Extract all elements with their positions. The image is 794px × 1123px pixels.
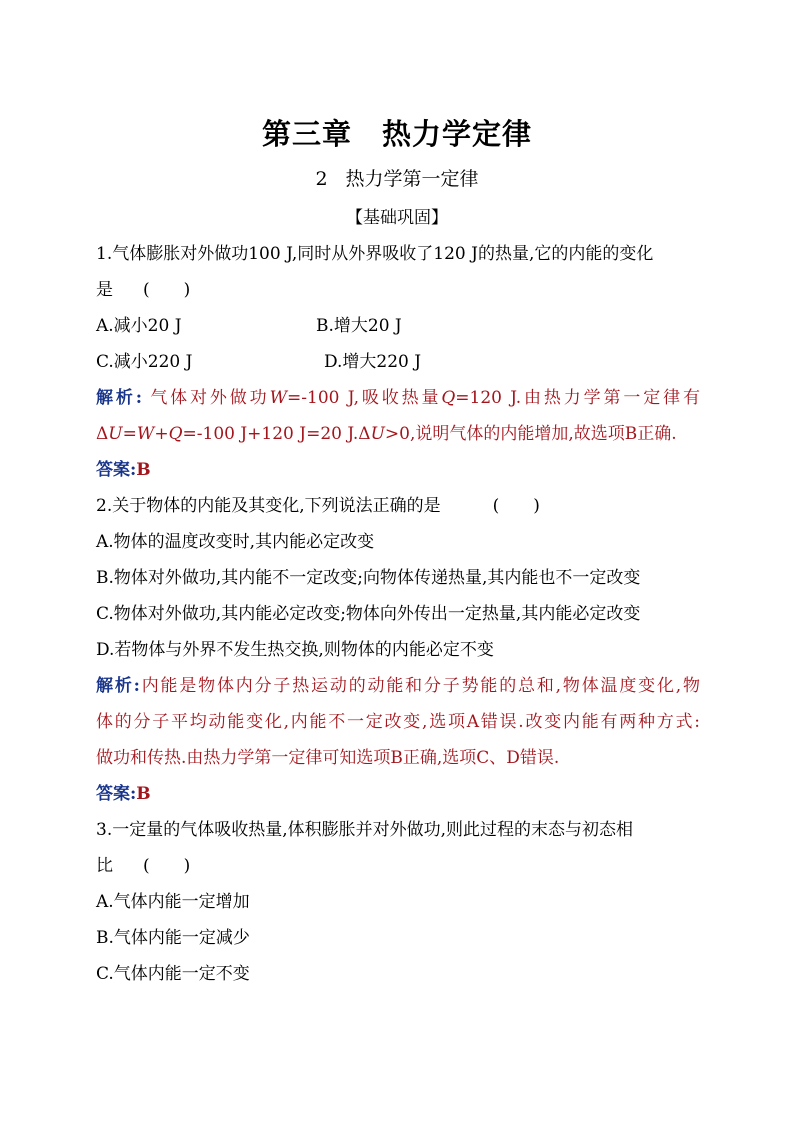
q3-option-a: A.气体内能一定增加 [96, 892, 250, 912]
q1-analysis-text: = [122, 424, 137, 444]
q1-option-d: D.增大220 J [324, 352, 422, 372]
q1-analysis-text: =-100 J+120 J=20 J.Δ [182, 424, 371, 444]
block-title: 【基础巩固】 [346, 208, 448, 228]
q2-answer-paren: ( ) [492, 496, 540, 516]
q2-analysis-label: 解析: [96, 676, 140, 696]
q1-options-row1 [96, 308, 700, 344]
q2-option-a: A.物体的温度改变时,其内能必定改变 [96, 532, 375, 552]
q1-analysis-text: + [154, 424, 169, 444]
q2-option-c: C.物体对外做功,其内能必定改变;物体向外传出一定热量,其内能必定改变 [96, 604, 641, 624]
var-q: Q [441, 388, 456, 408]
q1-answer [96, 452, 700, 488]
q2-analysis-line2: 体的分子平均动能变化,内能不一定改变,选项A错误.改变内能有两种方式: [96, 712, 700, 732]
q3-option-b: B.气体内能一定减少 [96, 928, 250, 948]
q3-answer-paren: ( ) [143, 856, 191, 876]
q1-analysis-text: =-100 J,吸收热量 [287, 388, 442, 408]
section-number: 2 [315, 168, 328, 190]
q1-stem-line2 [96, 272, 700, 308]
q1-option-a: A.减小20 J [96, 316, 182, 336]
chapter-title: 第三章 热力学定律 [261, 117, 532, 151]
q1-answer-value: B [136, 460, 151, 480]
q2-analysis-text: 内能是物体内分子热运动的动能和分子势能的总和,物体温度变化,物 [139, 676, 700, 696]
q2-analysis-line3: 做功和传热.由热力学第一定律可知选项B正确,选项C、D错误. [96, 748, 560, 768]
q2-stem [96, 488, 700, 524]
var-u: U [108, 424, 123, 444]
q2-stem-text: 2.关于物体的内能及其变化,下列说法正确的是 [96, 496, 441, 516]
q3-option-c: C.气体内能一定不变 [96, 964, 250, 984]
var-q: Q [168, 424, 183, 444]
q2-answer [96, 776, 700, 812]
q2-answer-label: 答案: [96, 784, 137, 804]
section-title [0, 164, 794, 191]
var-w: W [136, 424, 155, 444]
q1-analysis-line1 [96, 380, 700, 416]
q2-analysis-line1 [96, 668, 700, 704]
q1-stem-end: 是 [96, 280, 113, 300]
q2-option-d: D.若物体与外界不发生热交换,则物体的内能必定不变 [96, 640, 494, 660]
q2-option-b: B.物体对外做功,其内能不一定改变;向物体传递热量,其内能也不一定改变 [96, 568, 641, 588]
q1-stem-line1: 1.气体膨胀对外做功100 J,同时从外界吸收了120 J的热量,它的内能的变化 [96, 244, 654, 264]
q1-option-b: B.增大20 J [316, 316, 402, 336]
q1-analysis-text: >0,说明气体的内能增加,故选项B正确. [384, 424, 677, 444]
q1-answer-paren: ( ) [143, 280, 191, 300]
var-w: W [269, 388, 288, 408]
q1-analysis-text: =120 J.由热力学第一定律有 [455, 388, 701, 408]
question-list [96, 236, 700, 992]
q3-stem-line1: 3.一定量的气体吸收热量,体积膨胀并对外做功,则此过程的末态与初态相 [96, 820, 634, 840]
var-u: U [370, 424, 385, 444]
q1-analysis-label: 解析: [96, 388, 143, 408]
q1-analysis-line2 [96, 416, 700, 452]
q3-stem-end: 比 [96, 856, 113, 876]
q2-answer-value: B [136, 784, 151, 804]
q1-analysis-text: Δ [96, 424, 109, 444]
q3-stem-line2 [96, 848, 700, 884]
q1-answer-label: 答案: [96, 460, 137, 480]
q1-option-c: C.减小220 J [96, 352, 193, 372]
section-name: 热力学第一定律 [345, 168, 479, 190]
q1-options-row2 [96, 344, 700, 380]
q1-analysis-text: 气体对外做功 [150, 388, 270, 408]
